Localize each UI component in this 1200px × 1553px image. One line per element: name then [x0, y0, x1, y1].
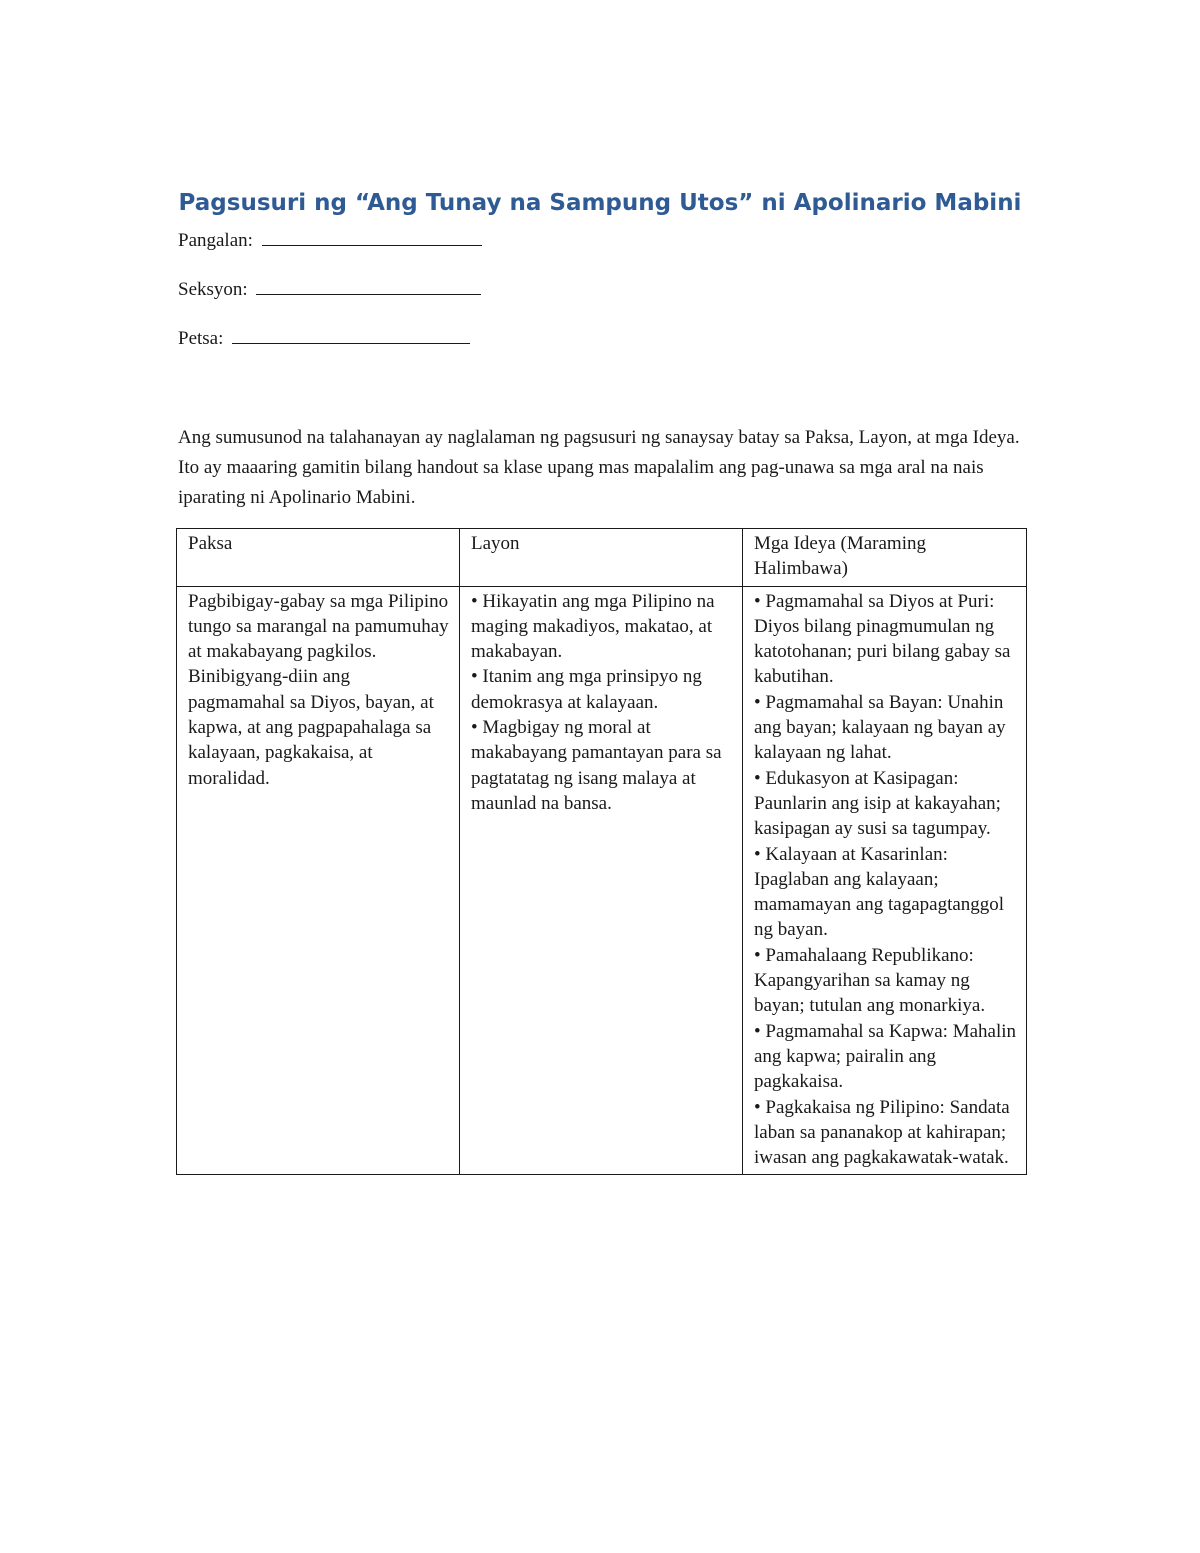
header-ideya: Mga Ideya (Maraming Halimbawa) [743, 529, 1027, 587]
layon-item: • Itanim ang mga prinsipyo ng demokrasya at kalayaan. [471, 666, 702, 713]
name-label: Pangalan: [178, 230, 253, 251]
intro-paragraph: Ang sumusunod na talahanayan ay naglalaman ng pagsusuri ng sanaysay batay sa Paksa, Layon, at mga Ideya. Ito ay maaaring gamitin bilang handout sa klase upang mas mapalalim ang pag-unawa sa mga aral na nais iparating ni Apolinario Mabini. [178, 427, 1020, 508]
section-label: Seksyon: [178, 279, 248, 300]
cell-layon [460, 586, 743, 1175]
ideya-item: • Kalayaan at Kasarinlan: Ipaglaban ang kalayaan; mamamayan ang tagapagtanggol ng bayan. [754, 843, 1005, 941]
cell-ideya [743, 586, 1027, 1175]
name-field [178, 229, 482, 253]
name-blank-line [262, 229, 482, 246]
header-layon: Layon [460, 529, 743, 587]
date-label: Petsa: [178, 328, 224, 349]
ideya-item: • Pamahalaang Republikano: Kapangyarihan sa kamay ng bayan; tutulan ang monarkiya. [754, 944, 986, 1017]
analysis-table [176, 528, 1027, 1175]
cell-paksa [177, 586, 460, 1175]
ideya-item: • Edukasyon at Kasipagan: Paunlarin ang isip at kakayahan; kasipagan ay susi sa tagumpay. [754, 767, 1001, 840]
date-field [178, 327, 470, 351]
date-blank-line [232, 327, 470, 344]
layon-item: • Hikayatin ang mga Pilipino na maging makadiyos, makatao, at makabayan. [471, 590, 715, 663]
ideya-item: • Pagmamahal sa Bayan: Unahin ang bayan; kalayaan ng bayan ay kalayaan ng lahat. [754, 691, 1006, 764]
section-blank-line [256, 278, 481, 295]
document-title: Pagsusuri ng “Ang Tunay na Sampung Utos” ni Apolinario Mabini [178, 190, 1022, 216]
table-row [177, 586, 1027, 1175]
ideya-item: • Pagmamahal sa Diyos at Puri: Diyos bilang pinagmumulan ng katotohanan; puri bilang gabay sa kabutihan. [754, 590, 1011, 688]
layon-item: • Magbigay ng moral at makabayang pamantayan para sa pagtatatag ng isang malaya at maunlad na bansa. [471, 717, 722, 814]
paksa-text: Pagbibigay-gabay sa mga Pilipino tungo sa marangal na pamumuhay at makabayang pagkilos. Binibigyang-diin ang pagmamahal sa Diyos, bayan, at kapwa, at ang pagpapahalaga sa kalayaan, pagkakaisa, at moralidad. [188, 590, 449, 789]
ideya-item: • Pagkakaisa ng Pilipino: Sandata laban sa pananakop at kahirapan; iwasan ang pagkakawatak-watak. [754, 1096, 1010, 1169]
ideya-item: • Pagmamahal sa Kapwa: Mahalin ang kapwa; pairalin ang pagkakaisa. [754, 1020, 1017, 1093]
table-header-row [177, 529, 1027, 587]
section-field [178, 278, 481, 302]
header-paksa: Paksa [177, 529, 460, 587]
